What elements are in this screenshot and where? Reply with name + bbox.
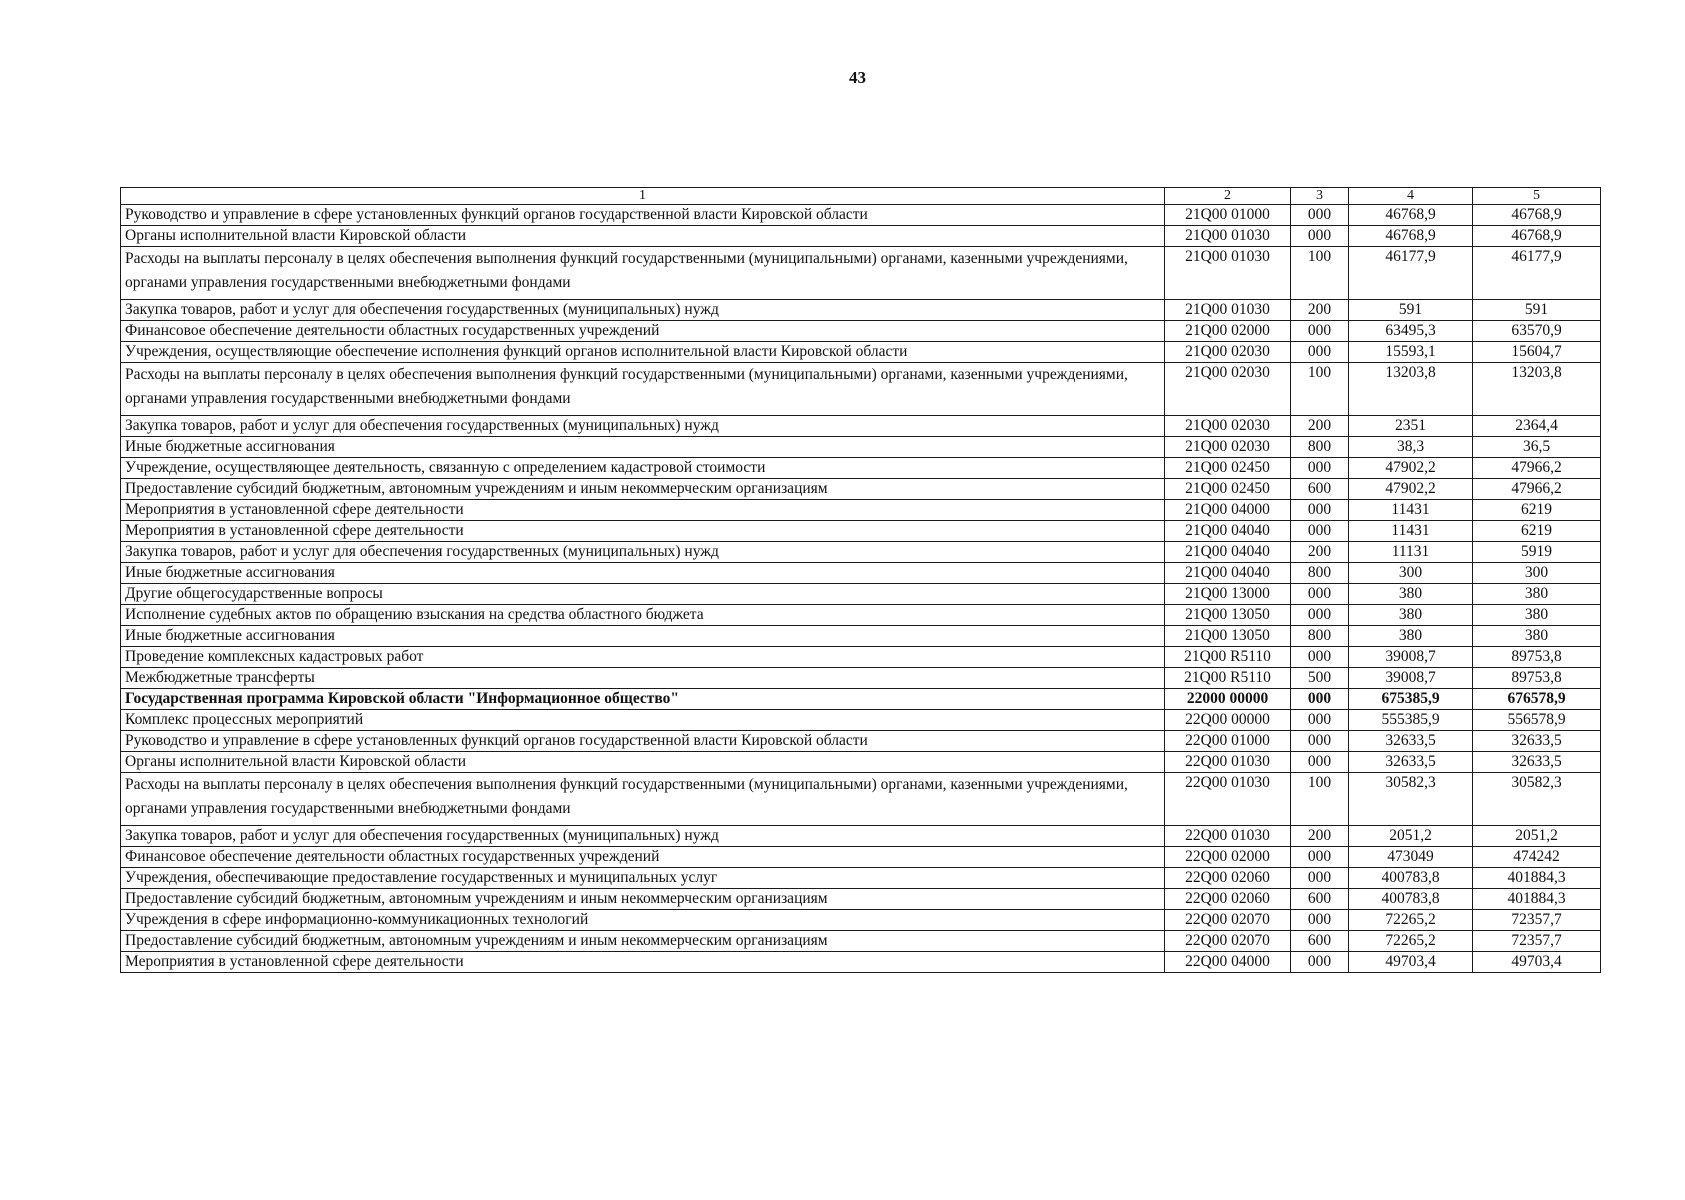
row-name-cell: Предоставление субсидий бюджетным, автономным учреждениям и иным некоммерческим организациям	[121, 889, 1165, 910]
row-code-cell: 21Q00 13050	[1165, 626, 1291, 647]
table-row	[121, 952, 1601, 973]
row-code-cell: 21Q00 13000	[1165, 584, 1291, 605]
row-type-cell: 000	[1291, 910, 1349, 931]
row-type-cell: 000	[1291, 731, 1349, 752]
row-value-5-cell: 676578,9	[1473, 689, 1601, 710]
table-row	[121, 826, 1601, 847]
row-code-cell: 21Q00 01030	[1165, 300, 1291, 321]
row-value-4-cell: 380	[1349, 626, 1473, 647]
table-row	[121, 542, 1601, 563]
row-name-cell: Другие общегосударственные вопросы	[121, 584, 1165, 605]
row-value-5-cell: 591	[1473, 300, 1601, 321]
row-value-5-cell: 300	[1473, 563, 1601, 584]
row-type-cell: 000	[1291, 605, 1349, 626]
table-row	[121, 437, 1601, 458]
row-type-cell: 800	[1291, 626, 1349, 647]
row-type-cell: 000	[1291, 689, 1349, 710]
row-code-cell: 21Q00 02000	[1165, 321, 1291, 342]
table-row	[121, 521, 1601, 542]
column-header-5: 5	[1473, 188, 1601, 205]
row-value-5-cell: 47966,2	[1473, 479, 1601, 500]
row-name-cell: Органы исполнительной власти Кировской области	[121, 226, 1165, 247]
table-row	[121, 479, 1601, 500]
row-name-cell: Комплекс процессных мероприятий	[121, 710, 1165, 731]
table-row	[121, 847, 1601, 868]
row-code-cell: 21Q00 R5110	[1165, 668, 1291, 689]
row-type-cell: 000	[1291, 952, 1349, 973]
row-code-cell: 21Q00 01030	[1165, 247, 1291, 300]
row-name-cell: Мероприятия в установленной сфере деятельности	[121, 952, 1165, 973]
row-type-cell: 200	[1291, 826, 1349, 847]
row-name-cell: Предоставление субсидий бюджетным, автономным учреждениям и иным некоммерческим организациям	[121, 479, 1165, 500]
table-row	[121, 668, 1601, 689]
row-name-cell: Закупка товаров, работ и услуг для обеспечения государственных (муниципальных) нужд	[121, 300, 1165, 321]
table-row	[121, 458, 1601, 479]
row-value-4-cell: 11431	[1349, 521, 1473, 542]
row-type-cell: 600	[1291, 889, 1349, 910]
table-row	[121, 205, 1601, 226]
row-type-cell: 000	[1291, 710, 1349, 731]
table-row	[121, 500, 1601, 521]
row-code-cell: 22Q00 04000	[1165, 952, 1291, 973]
row-value-5-cell: 556578,9	[1473, 710, 1601, 731]
row-name-cell: Руководство и управление в сфере установленных функций органов государственной власти Кировской области	[121, 731, 1165, 752]
column-header-4: 4	[1349, 188, 1473, 205]
row-name-cell: Предоставление субсидий бюджетным, автономным учреждениям и иным некоммерческим организациям	[121, 931, 1165, 952]
table-row	[121, 710, 1601, 731]
table-row	[121, 584, 1601, 605]
row-type-cell: 100	[1291, 363, 1349, 416]
table-row	[121, 226, 1601, 247]
row-value-5-cell: 63570,9	[1473, 321, 1601, 342]
row-value-5-cell: 89753,8	[1473, 668, 1601, 689]
row-type-cell: 000	[1291, 226, 1349, 247]
row-code-cell: 21Q00 04040	[1165, 542, 1291, 563]
row-name-cell: Учреждения, осуществляющие обеспечение исполнения функций органов исполнительной власти Кировской области	[121, 342, 1165, 363]
table-row	[121, 247, 1601, 300]
row-name-cell: Закупка товаров, работ и услуг для обеспечения государственных (муниципальных) нужд	[121, 542, 1165, 563]
row-code-cell: 22Q00 02070	[1165, 910, 1291, 931]
table-row	[121, 416, 1601, 437]
row-type-cell: 100	[1291, 247, 1349, 300]
row-name-cell: Межбюджетные трансферты	[121, 668, 1165, 689]
row-value-5-cell: 380	[1473, 584, 1601, 605]
row-code-cell: 22Q00 02060	[1165, 868, 1291, 889]
budget-table	[120, 187, 1601, 973]
row-value-5-cell: 89753,8	[1473, 647, 1601, 668]
row-type-cell: 000	[1291, 500, 1349, 521]
row-value-4-cell: 555385,9	[1349, 710, 1473, 731]
table-row	[121, 773, 1601, 826]
row-code-cell: 21Q00 02030	[1165, 416, 1291, 437]
column-header-3: 3	[1291, 188, 1349, 205]
row-type-cell: 000	[1291, 647, 1349, 668]
row-type-cell: 500	[1291, 668, 1349, 689]
row-type-cell: 800	[1291, 563, 1349, 584]
page-number: 43	[849, 68, 866, 87]
table-row	[121, 563, 1601, 584]
row-value-4-cell: 2351	[1349, 416, 1473, 437]
table-row	[121, 752, 1601, 773]
row-type-cell: 000	[1291, 205, 1349, 226]
row-name-cell: Мероприятия в установленной сфере деятельности	[121, 521, 1165, 542]
row-value-4-cell: 32633,5	[1349, 731, 1473, 752]
row-code-cell: 21Q00 04000	[1165, 500, 1291, 521]
row-type-cell: 000	[1291, 752, 1349, 773]
row-code-cell: 21Q00 02030	[1165, 363, 1291, 416]
row-name-cell: Проведение комплексных кадастровых работ	[121, 647, 1165, 668]
row-code-cell: 22Q00 02000	[1165, 847, 1291, 868]
table-row	[121, 931, 1601, 952]
row-value-5-cell: 30582,3	[1473, 773, 1601, 826]
row-value-4-cell: 2051,2	[1349, 826, 1473, 847]
row-name-cell: Иные бюджетные ассигнования	[121, 437, 1165, 458]
row-code-cell: 21Q00 R5110	[1165, 647, 1291, 668]
row-name-cell: Государственная программа Кировской области "Информационное общество"	[121, 689, 1165, 710]
row-type-cell: 200	[1291, 300, 1349, 321]
row-value-4-cell: 47902,2	[1349, 479, 1473, 500]
row-value-4-cell: 72265,2	[1349, 910, 1473, 931]
row-value-4-cell: 32633,5	[1349, 752, 1473, 773]
row-value-5-cell: 474242	[1473, 847, 1601, 868]
row-value-4-cell: 300	[1349, 563, 1473, 584]
row-value-5-cell: 72357,7	[1473, 931, 1601, 952]
row-name-cell: Учреждения в сфере информационно-коммуникационных технологий	[121, 910, 1165, 931]
table-row	[121, 889, 1601, 910]
row-value-4-cell: 400783,8	[1349, 868, 1473, 889]
row-value-5-cell: 6219	[1473, 521, 1601, 542]
row-value-4-cell: 46768,9	[1349, 226, 1473, 247]
row-value-4-cell: 473049	[1349, 847, 1473, 868]
row-name-cell: Иные бюджетные ассигнования	[121, 563, 1165, 584]
row-value-4-cell: 400783,8	[1349, 889, 1473, 910]
row-code-cell: 22000 00000	[1165, 689, 1291, 710]
row-name-cell: Расходы на выплаты персоналу в целях обеспечения выполнения функций государственными (муниципальными) органами, казенными учреждениями, органами управления государственными внебюджетными фондами	[121, 247, 1165, 300]
row-code-cell: 22Q00 01000	[1165, 731, 1291, 752]
row-type-cell: 600	[1291, 479, 1349, 500]
row-type-cell: 000	[1291, 847, 1349, 868]
row-code-cell: 21Q00 02030	[1165, 342, 1291, 363]
table-row	[121, 868, 1601, 889]
row-code-cell: 22Q00 00000	[1165, 710, 1291, 731]
table-row	[121, 321, 1601, 342]
row-value-4-cell: 13203,8	[1349, 363, 1473, 416]
row-name-cell: Закупка товаров, работ и услуг для обеспечения государственных (муниципальных) нужд	[121, 416, 1165, 437]
row-value-4-cell: 49703,4	[1349, 952, 1473, 973]
row-value-5-cell: 13203,8	[1473, 363, 1601, 416]
row-name-cell: Учреждения, обеспечивающие предоставление государственных и муниципальных услуг	[121, 868, 1165, 889]
row-code-cell: 21Q00 01000	[1165, 205, 1291, 226]
row-value-5-cell: 6219	[1473, 500, 1601, 521]
row-value-5-cell: 380	[1473, 626, 1601, 647]
table-body	[121, 205, 1601, 973]
header-row	[121, 188, 1601, 205]
row-value-4-cell: 30582,3	[1349, 773, 1473, 826]
row-value-5-cell: 36,5	[1473, 437, 1601, 458]
row-value-5-cell: 401884,3	[1473, 868, 1601, 889]
row-name-cell: Расходы на выплаты персоналу в целях обеспечения выполнения функций государственными (муниципальными) органами, казенными учреждениями, органами управления государственными внебюджетными фондами	[121, 363, 1165, 416]
row-type-cell: 000	[1291, 458, 1349, 479]
row-value-5-cell: 380	[1473, 605, 1601, 626]
table-row	[121, 605, 1601, 626]
table-row	[121, 300, 1601, 321]
row-name-cell: Руководство и управление в сфере установленных функций органов государственной власти Кировской области	[121, 205, 1165, 226]
table-row	[121, 647, 1601, 668]
row-type-cell: 200	[1291, 416, 1349, 437]
row-code-cell: 21Q00 02450	[1165, 479, 1291, 500]
row-code-cell: 22Q00 01030	[1165, 773, 1291, 826]
row-name-cell: Органы исполнительной власти Кировской области	[121, 752, 1165, 773]
row-value-5-cell: 32633,5	[1473, 752, 1601, 773]
table-row	[121, 910, 1601, 931]
row-code-cell: 21Q00 13050	[1165, 605, 1291, 626]
row-value-4-cell: 46768,9	[1349, 205, 1473, 226]
table-row	[121, 731, 1601, 752]
row-code-cell: 22Q00 02060	[1165, 889, 1291, 910]
row-type-cell: 800	[1291, 437, 1349, 458]
table-row	[121, 363, 1601, 416]
row-value-4-cell: 39008,7	[1349, 647, 1473, 668]
row-code-cell: 21Q00 04040	[1165, 563, 1291, 584]
row-code-cell: 21Q00 02030	[1165, 437, 1291, 458]
row-value-4-cell: 46177,9	[1349, 247, 1473, 300]
row-type-cell: 000	[1291, 321, 1349, 342]
row-value-5-cell: 49703,4	[1473, 952, 1601, 973]
row-value-4-cell: 72265,2	[1349, 931, 1473, 952]
row-value-4-cell: 15593,1	[1349, 342, 1473, 363]
row-name-cell: Расходы на выплаты персоналу в целях обеспечения выполнения функций государственными (муниципальными) органами, казенными учреждениями, органами управления государственными внебюджетными фондами	[121, 773, 1165, 826]
row-name-cell: Исполнение судебных актов по обращению взыскания на средства областного бюджета	[121, 605, 1165, 626]
row-code-cell: 22Q00 01030	[1165, 752, 1291, 773]
row-code-cell: 21Q00 02450	[1165, 458, 1291, 479]
row-type-cell: 000	[1291, 521, 1349, 542]
row-type-cell: 100	[1291, 773, 1349, 826]
row-type-cell: 000	[1291, 342, 1349, 363]
row-value-4-cell: 39008,7	[1349, 668, 1473, 689]
row-code-cell: 22Q00 01030	[1165, 826, 1291, 847]
row-name-cell: Учреждение, осуществляющее деятельность, связанную с определением кадастровой стоимости	[121, 458, 1165, 479]
table-row	[121, 342, 1601, 363]
row-code-cell: 21Q00 01030	[1165, 226, 1291, 247]
row-value-5-cell: 5919	[1473, 542, 1601, 563]
row-value-5-cell: 46177,9	[1473, 247, 1601, 300]
row-value-5-cell: 47966,2	[1473, 458, 1601, 479]
row-name-cell: Финансовое обеспечение деятельности областных государственных учреждений	[121, 321, 1165, 342]
row-value-4-cell: 380	[1349, 605, 1473, 626]
row-name-cell: Иные бюджетные ассигнования	[121, 626, 1165, 647]
row-name-cell: Закупка товаров, работ и услуг для обеспечения государственных (муниципальных) нужд	[121, 826, 1165, 847]
row-value-4-cell: 11131	[1349, 542, 1473, 563]
row-value-5-cell: 32633,5	[1473, 731, 1601, 752]
row-value-5-cell: 15604,7	[1473, 342, 1601, 363]
table-row	[121, 689, 1601, 710]
row-name-cell: Финансовое обеспечение деятельности областных государственных учреждений	[121, 847, 1165, 868]
row-value-4-cell: 47902,2	[1349, 458, 1473, 479]
row-value-4-cell: 38,3	[1349, 437, 1473, 458]
row-value-4-cell: 675385,9	[1349, 689, 1473, 710]
row-value-4-cell: 63495,3	[1349, 321, 1473, 342]
column-header-1: 1	[121, 188, 1165, 205]
row-value-5-cell: 72357,7	[1473, 910, 1601, 931]
row-value-4-cell: 591	[1349, 300, 1473, 321]
row-value-5-cell: 2364,4	[1473, 416, 1601, 437]
row-value-5-cell: 2051,2	[1473, 826, 1601, 847]
column-header-2: 2	[1165, 188, 1291, 205]
row-code-cell: 21Q00 04040	[1165, 521, 1291, 542]
row-type-cell: 200	[1291, 542, 1349, 563]
row-type-cell: 600	[1291, 931, 1349, 952]
row-type-cell: 000	[1291, 584, 1349, 605]
row-value-5-cell: 46768,9	[1473, 205, 1601, 226]
row-code-cell: 22Q00 02070	[1165, 931, 1291, 952]
row-value-4-cell: 380	[1349, 584, 1473, 605]
row-type-cell: 000	[1291, 868, 1349, 889]
table-row	[121, 626, 1601, 647]
row-value-4-cell: 11431	[1349, 500, 1473, 521]
row-value-5-cell: 401884,3	[1473, 889, 1601, 910]
row-name-cell: Мероприятия в установленной сфере деятельности	[121, 500, 1165, 521]
row-value-5-cell: 46768,9	[1473, 226, 1601, 247]
